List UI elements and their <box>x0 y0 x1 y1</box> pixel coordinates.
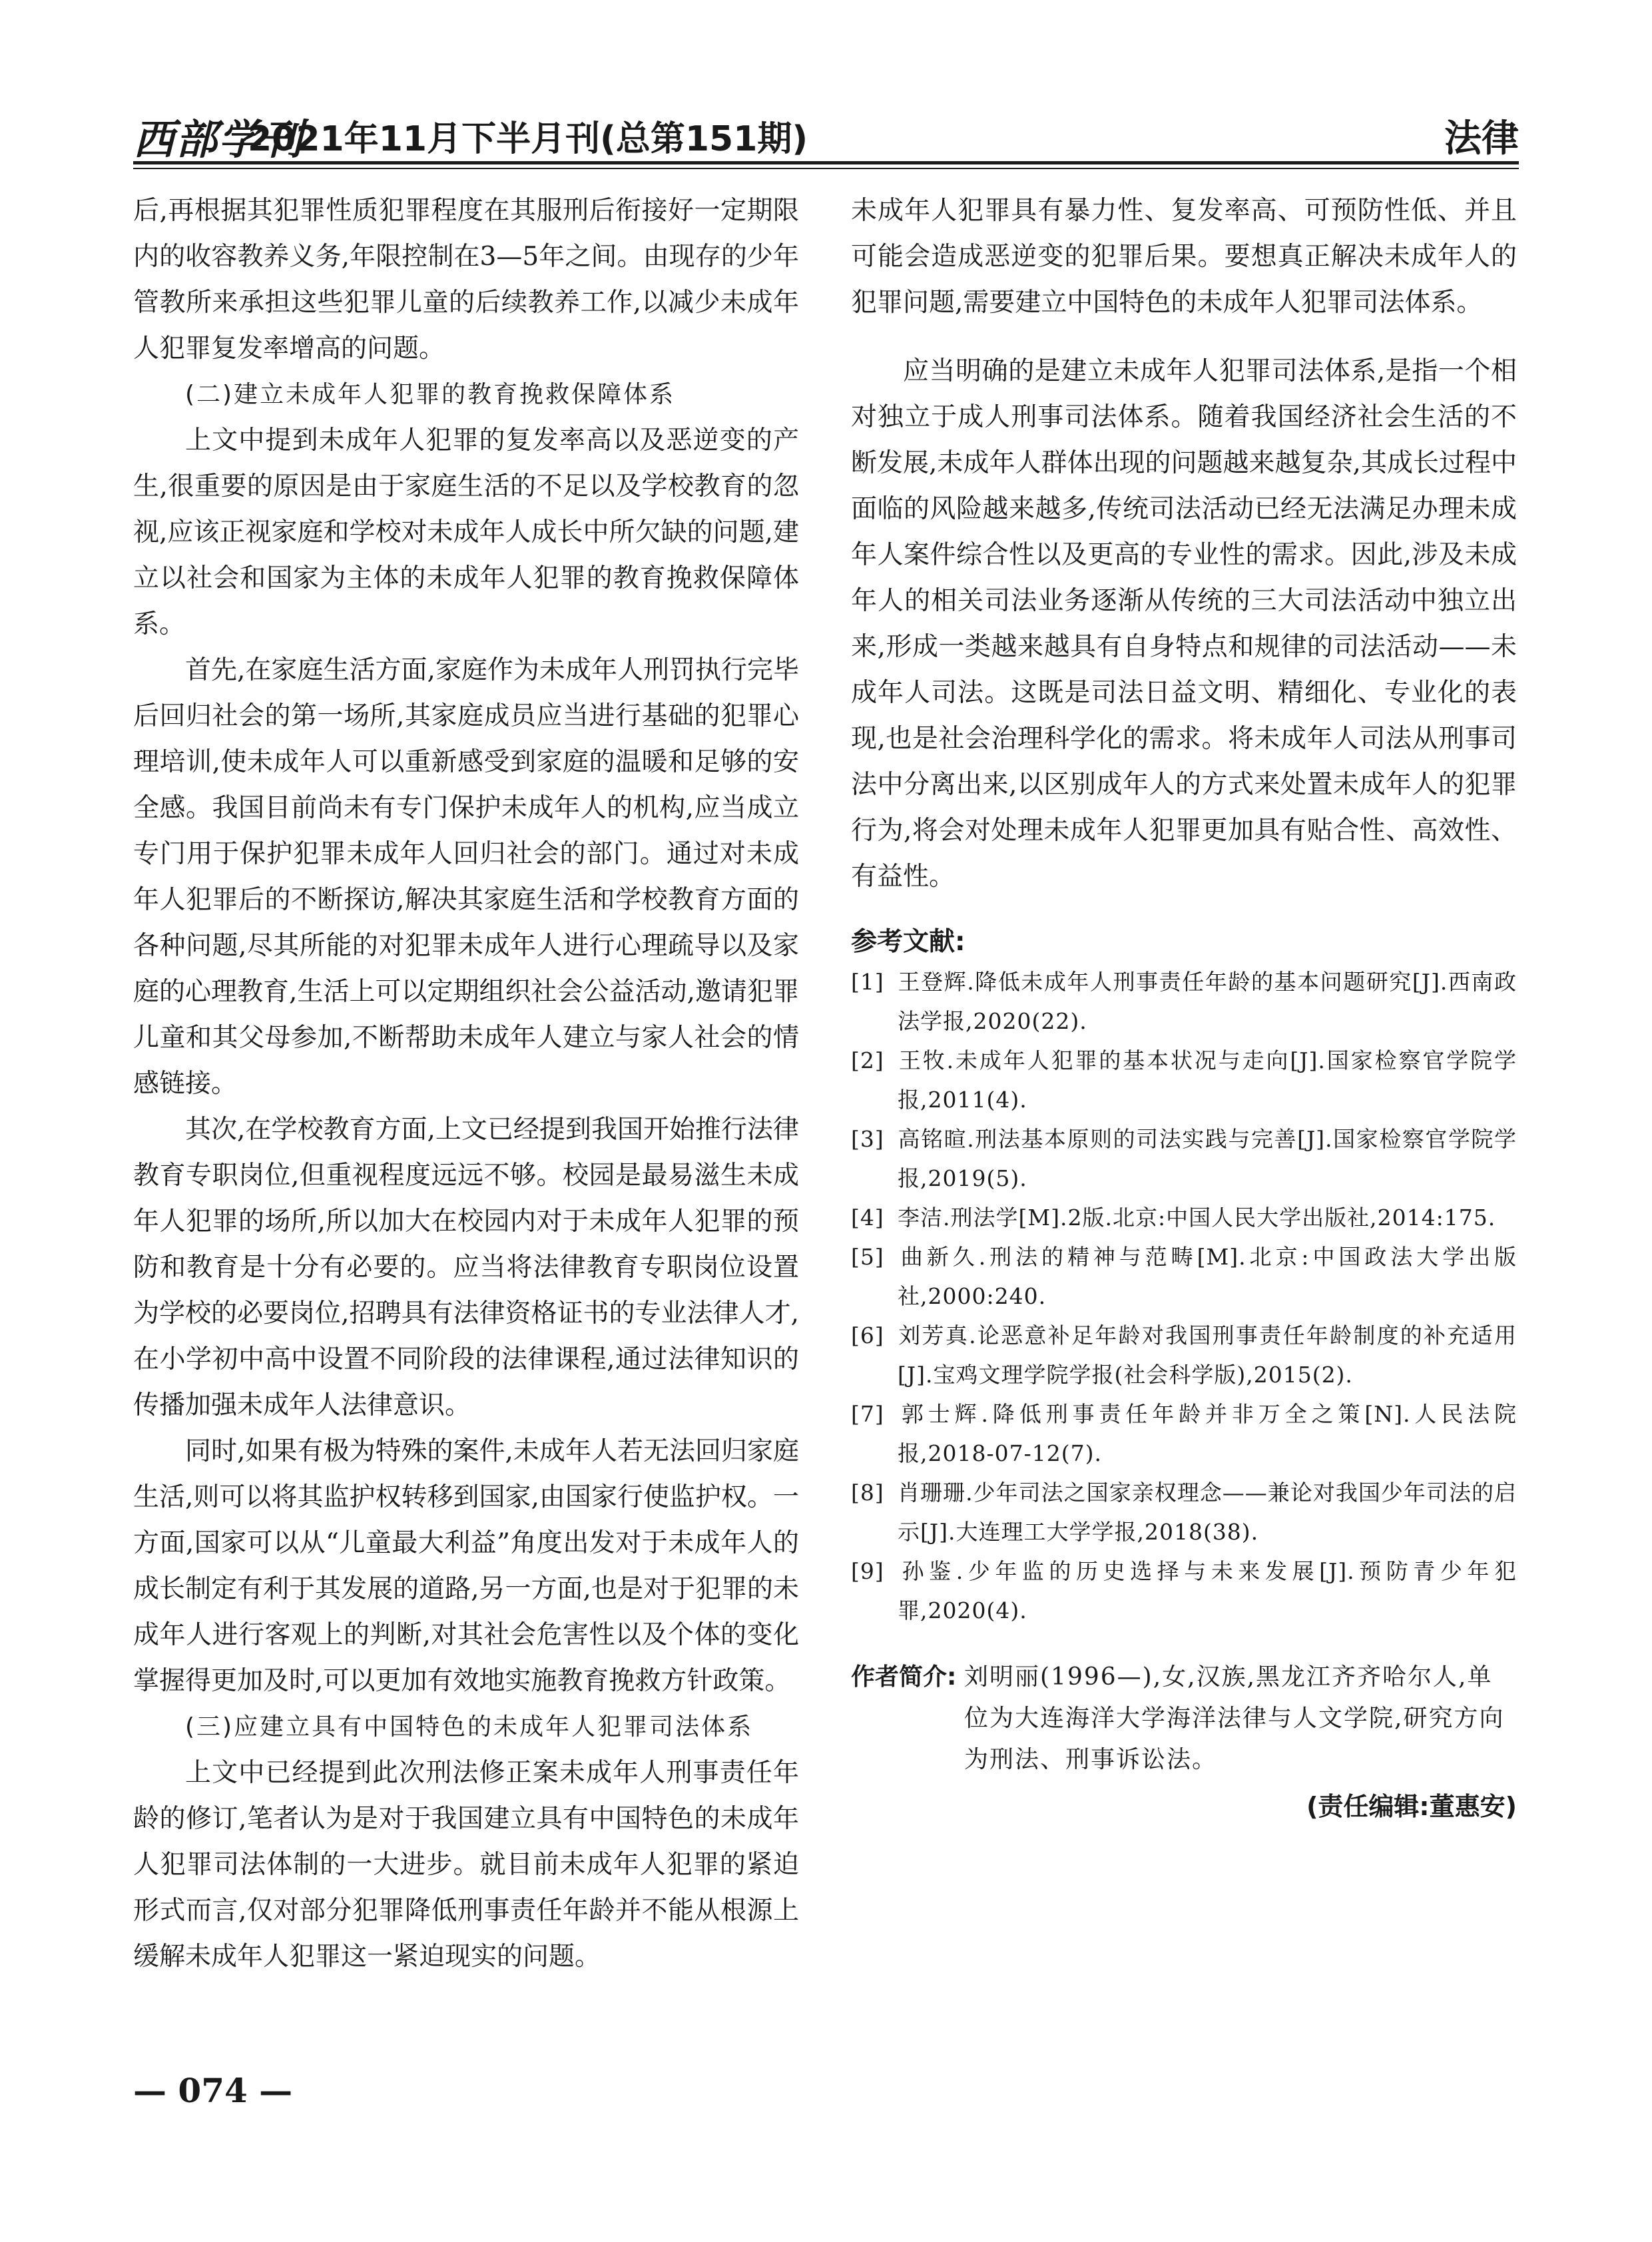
paragraph: 上文中提到未成年人犯罪的复发率高以及恶逆变的产生,很重要的原因是由于家庭生活的不足以及学校教育的忽视,应该正视家庭和学校对未成年人成长中所欠缺的问题,建立以社会和国家为主体的未成年人犯罪的教育挽救保障体系。 <box>133 425 799 639</box>
references-title: 参考文献: <box>851 927 965 957</box>
reference-item: [4] 李洁.刑法学[M].2版.北京:中国人民大学出版社,2014:175. <box>851 1205 1496 1231</box>
paragraph: 应当明确的是建立未成年人犯罪司法体系,是指一个相对独立于成人刑事司法体系。随着我国经济社会生活的不断发展,未成年人群体出现的问题越来越复杂,其成长过程中面临的风险越来越多,传统司法活动已经无法满足办理未成年人案件综合性以及更高的专业性的需求。因此,涉及未成年人的相关司法业务逐渐从传统的三大司法活动中独立出来,形成一类越来越具有自身特点和规律的司法活动——未成年人司法。这既是司法日益文明、精细化、专业化的表现,也是社会治理科学化的需求。将未成年人司法从刑事司法中分离出来,以区别成年人的方式来处置未成年人的犯罪行为,将会对处理未成年人犯罪更加具有贴合性、高效性、有益性。 <box>851 356 1517 892</box>
right-column <box>851 188 1517 1822</box>
author-text: 刘明丽(1996—),女,汉族,黑龙江齐齐哈尔人,单位为大连海洋大学海洋法律与人文学院,研究方向为刑法、刑事诉讼法。 <box>964 1663 1505 1773</box>
reference-item: [5] 曲新久.刑法的精神与范畴[M].北京:中国政法大学出版社,2000:240. <box>851 1244 1517 1309</box>
header-rule <box>133 161 1519 164</box>
paragraph: 其次,在学校教育方面,上文已经提到我国开始推行法律教育专职岗位,但重视程度远远不够。校园是最易滋生未成年人犯罪的场所,所以加大在校园内对于未成年人犯罪的预防和教育是十分有必要的。应当将法律教育专职岗位设置为学校的必要岗位,招聘具有法律资格证书的专业法律人才,在小学初中高中设置不同阶段的法律课程,通过法律知识的传播加强未成年人法律意识。 <box>133 1115 799 1420</box>
reference-item: [3] 高铭暄.刑法基本原则的司法实践与完善[J].国家检察官学院学报,2019(5). <box>851 1126 1517 1191</box>
reference-item: [8] 肖珊珊.少年司法之国家亲权理念——兼论对我国少年司法的启示[J].大连理工大学学报,2018(38). <box>851 1480 1517 1545</box>
paragraph: 上文中已经提到此次刑法修正案未成年人刑事责任年龄的修订,笔者认为是对于我国建立具有中国特色的未成年人犯罪司法体制的一大进步。就目前未成年人犯罪的紧迫形式而言,仅对部分犯罪降低刑事责任年龄并不能从根源上缓解未成年人犯罪这一紧迫现实的问题。 <box>133 1758 799 1972</box>
reference-list <box>851 962 1517 1630</box>
paragraph: 同时,如果有极为特殊的案件,未成年人若无法回归家庭生活,则可以将其监护权转移到国家,由国家行使监护权。一方面,国家可以从“儿童最大利益”角度出发对于未成年人的成长制定有利于其发展的道路,另一方面,也是对于犯罪的未成年人进行客观上的判断,对其社会危害性以及个体的变化掌握得更加及时,可以更加有效地实施教育挽救方针政策。 <box>133 1436 799 1696</box>
paragraph: 未成年人犯罪具有暴力性、复发率高、可预防性低、并且可能会造成恶逆变的犯罪后果。要想真正解决未成年人的犯罪问题,需要建立中国特色的未成年人犯罪司法体系。 <box>851 196 1517 318</box>
reference-item: [2] 王牧.未成年人犯罪的基本状况与走向[J].国家检察官学院学报,2011(4). <box>851 1047 1517 1113</box>
responsible-editor: (责任编辑:董惠安) <box>1306 1792 1517 1821</box>
author-bio <box>851 1657 1517 1781</box>
section-tag: 法律 <box>1444 117 1519 160</box>
issue-info: 2021年11月下半月刊(总第151期) <box>248 119 808 159</box>
paragraph: 首先,在家庭生活方面,家庭作为未成年人刑罚执行完毕后回归社会的第一场所,其家庭成员应当进行基础的犯罪心理培训,使未成年人可以重新感受到家庭的温暖和足够的安全感。我国目前尚未有专门保护未成年人的机构,应当成立专门用于保护犯罪未成年人回归社会的部门。通过对未成年人犯罪后的不断探访,解决其家庭生活和学校教育方面的各种问题,尽其所能的对犯罪未成年人进行心理疏导以及家庭的心理教育,生活上可以定期组织社会公益活动,邀请犯罪儿童和其父母参加,不断帮助未成年人建立与家人社会的情感链接。 <box>133 655 799 1099</box>
reference-item: [1] 王登辉.降低未成年人刑事责任年龄的基本问题研究[J].西南政法学报,2020(22). <box>851 969 1517 1034</box>
journal-logo: 西部学刊 <box>133 115 304 164</box>
header-rule-thin <box>133 168 1519 169</box>
page-header <box>133 107 1519 164</box>
section-heading: (三)应建立具有中国特色的未成年人犯罪司法体系 <box>185 1713 754 1741</box>
reference-item: [6] 刘芳真.论恶意补足年龄对我国刑事责任年龄制度的补充适用[J].宝鸡文理学院学报(社会科学版),2015(2). <box>851 1322 1517 1388</box>
reference-item: [9] 孙鉴.少年监的历史选择与未来发展[J].预防青少年犯罪,2020(4). <box>851 1558 1517 1623</box>
paragraph: 后,再根据其犯罪性质犯罪程度在其服刑后衔接好一定期限内的收容教养义务,年限控制在3—5年之间。由现存的少年管教所来承担这些犯罪儿童的后续教养工作,以减少未成年人犯罪复发率增高的问题。 <box>133 196 799 364</box>
left-column <box>133 188 799 1980</box>
author-label: 作者简介: <box>851 1663 957 1691</box>
reference-item: [7] 郭士辉.降低刑事责任年龄并非万全之策[N].人民法院报,2018-07-12(7). <box>851 1401 1517 1466</box>
page-number: — 074 — <box>133 2071 293 2110</box>
section-heading: (二)建立未成年人犯罪的教育挽救保障体系 <box>185 381 676 408</box>
